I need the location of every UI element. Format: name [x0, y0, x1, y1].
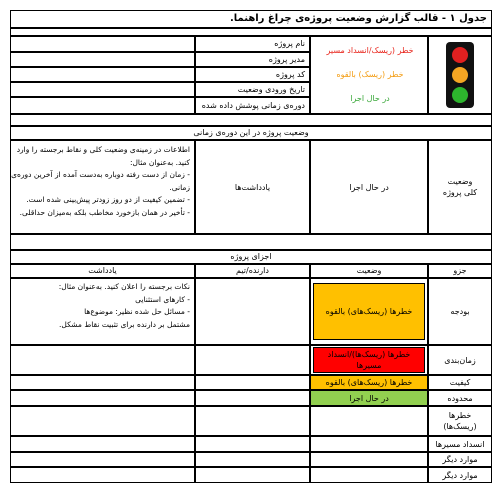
row-issues-status[interactable]	[310, 436, 428, 452]
legend-cell	[310, 36, 428, 114]
row-budget-notes[interactable]: نکات برجسته را اعلان کنید. به‌عنوان مثال: - کارهای استثنایی - مسائل حل شده نظیر: موضوع‌ها مشتمل بر دارنده برای تثبیت نقاط مشکل.	[10, 278, 195, 345]
overall-notes-label	[195, 140, 310, 234]
row-risks-status[interactable]	[310, 406, 428, 436]
section-components-header: اجزای پروژه	[10, 250, 492, 264]
row-issues-component	[428, 436, 492, 452]
row-schedule-label: زمان‌بندی	[444, 355, 476, 365]
row-scope-notes[interactable]	[10, 390, 195, 406]
row-risks-owner[interactable]	[195, 406, 310, 436]
project-manager-label: مدیر پروژه	[195, 52, 310, 67]
document-title: جدول ۱ - قالب گزارش وضعیت پروژه‌ی چراغ راهنما.	[10, 10, 492, 28]
row-other-2-status[interactable]	[310, 467, 428, 483]
row-other-2-component	[428, 467, 492, 483]
row-risks-component	[428, 406, 492, 436]
row-budget-status-text: خطرها (ریسک‌های) بالقوه	[325, 307, 413, 316]
project-code-label: کد پروژه	[195, 67, 310, 82]
row-budget-owner[interactable]	[195, 278, 310, 345]
row-quality-component	[428, 375, 492, 390]
status-date-value[interactable]	[10, 82, 195, 97]
header-component: جزو	[428, 264, 492, 278]
row-other-1-notes[interactable]	[10, 452, 195, 467]
row-budget-label: بودجه	[450, 307, 470, 316]
overall-notes-text[interactable]: اطلاعات در زمینه‌ی وضعیت کلی و نقاط برجسته را وارد کنید. به‌عنوان مثال: - زمان از دست رفته دوباره به‌دست آمده از آخرین دوره‌ی زمانی. - تضمین کیفیت از دو روز زودتر پیش‌بینی شده است. - تأخیر در همان بازخورد مخاطب بلکه به‌میزان حداقلی.	[10, 140, 195, 234]
row-issues-label: انسداد مسیرها	[435, 439, 485, 449]
header-status: وضعیت	[310, 264, 428, 278]
traffic-light-icon	[442, 40, 478, 110]
row-quality-label: کیفیت	[449, 378, 471, 387]
overall-status-text: در حال اجرا	[349, 182, 389, 192]
row-scope-component	[428, 390, 492, 406]
row-quality-notes[interactable]	[10, 375, 195, 390]
project-name-label: نام پروژه	[195, 36, 310, 52]
row-scope-label: محدوده	[447, 393, 473, 403]
row-quality-owner[interactable]	[195, 375, 310, 390]
section-status-header: وضعیت پروژه در این دوره‌ی زمانی	[10, 126, 492, 140]
traffic-light-cell	[428, 36, 492, 114]
period-value[interactable]	[10, 97, 195, 114]
project-manager-value[interactable]	[10, 52, 195, 67]
row-schedule-status-cell	[310, 345, 428, 375]
project-name-value[interactable]	[10, 36, 195, 52]
row-risks-label: خطرها (ریسک‌ها)	[443, 411, 477, 431]
row-scope-status-text: در حال اجرا	[349, 393, 389, 403]
row-other-1-label: موارد دیگر	[442, 455, 478, 464]
row-schedule-owner[interactable]	[195, 345, 310, 375]
row-risks-notes[interactable]	[10, 406, 195, 436]
project-code-value[interactable]	[10, 67, 195, 82]
overall-status-label-text: وضعیت کلی پروژه	[442, 177, 478, 197]
overall-notes-label-text: یادداشت‌ها	[234, 182, 271, 192]
period-label: دوره‌ی زمانی پوشش داده شده	[195, 97, 310, 114]
row-quality-status-text: خطرها (ریسک‌های) بالقوه	[325, 378, 413, 387]
row-issues-owner[interactable]	[195, 436, 310, 452]
row-quality-status	[310, 375, 428, 390]
legend-in-progress: در حال اجرا	[350, 94, 390, 103]
row-schedule-status-text: خطرها (ریسک‌ها)/انسداد مسیرها	[327, 350, 411, 370]
row-schedule-notes[interactable]	[10, 345, 195, 375]
row-other-2-label: موارد دیگر	[442, 470, 478, 480]
empty-row	[10, 28, 492, 36]
row-issues-notes[interactable]	[10, 436, 195, 452]
header-owner: دارنده/تیم	[195, 264, 310, 278]
row-other-1-component	[428, 452, 492, 467]
row-other-1-owner[interactable]	[195, 452, 310, 467]
legend-risk-potential: خطر (ریسک) بالقوه	[336, 70, 404, 79]
spacer-row-2	[10, 234, 492, 250]
row-other-2-owner[interactable]	[195, 467, 310, 483]
row-scope-owner[interactable]	[195, 390, 310, 406]
header-notes: یادداشت	[10, 264, 195, 278]
row-budget-status	[313, 283, 425, 340]
row-scope-status	[310, 390, 428, 406]
row-schedule-status	[313, 347, 425, 373]
row-budget-status-cell	[310, 278, 428, 345]
legend-risk-issue: خطر (ریسک/انسداد مسیر	[326, 46, 414, 55]
overall-status-label	[428, 140, 492, 234]
spacer-row	[10, 114, 492, 126]
status-date-label: تاریخ ورودی وضعیت	[195, 82, 310, 97]
row-schedule-component	[428, 345, 492, 375]
row-other-1-status[interactable]	[310, 452, 428, 467]
row-budget-component	[428, 278, 492, 345]
overall-status-value	[310, 140, 428, 234]
row-other-2-notes[interactable]	[10, 467, 195, 483]
